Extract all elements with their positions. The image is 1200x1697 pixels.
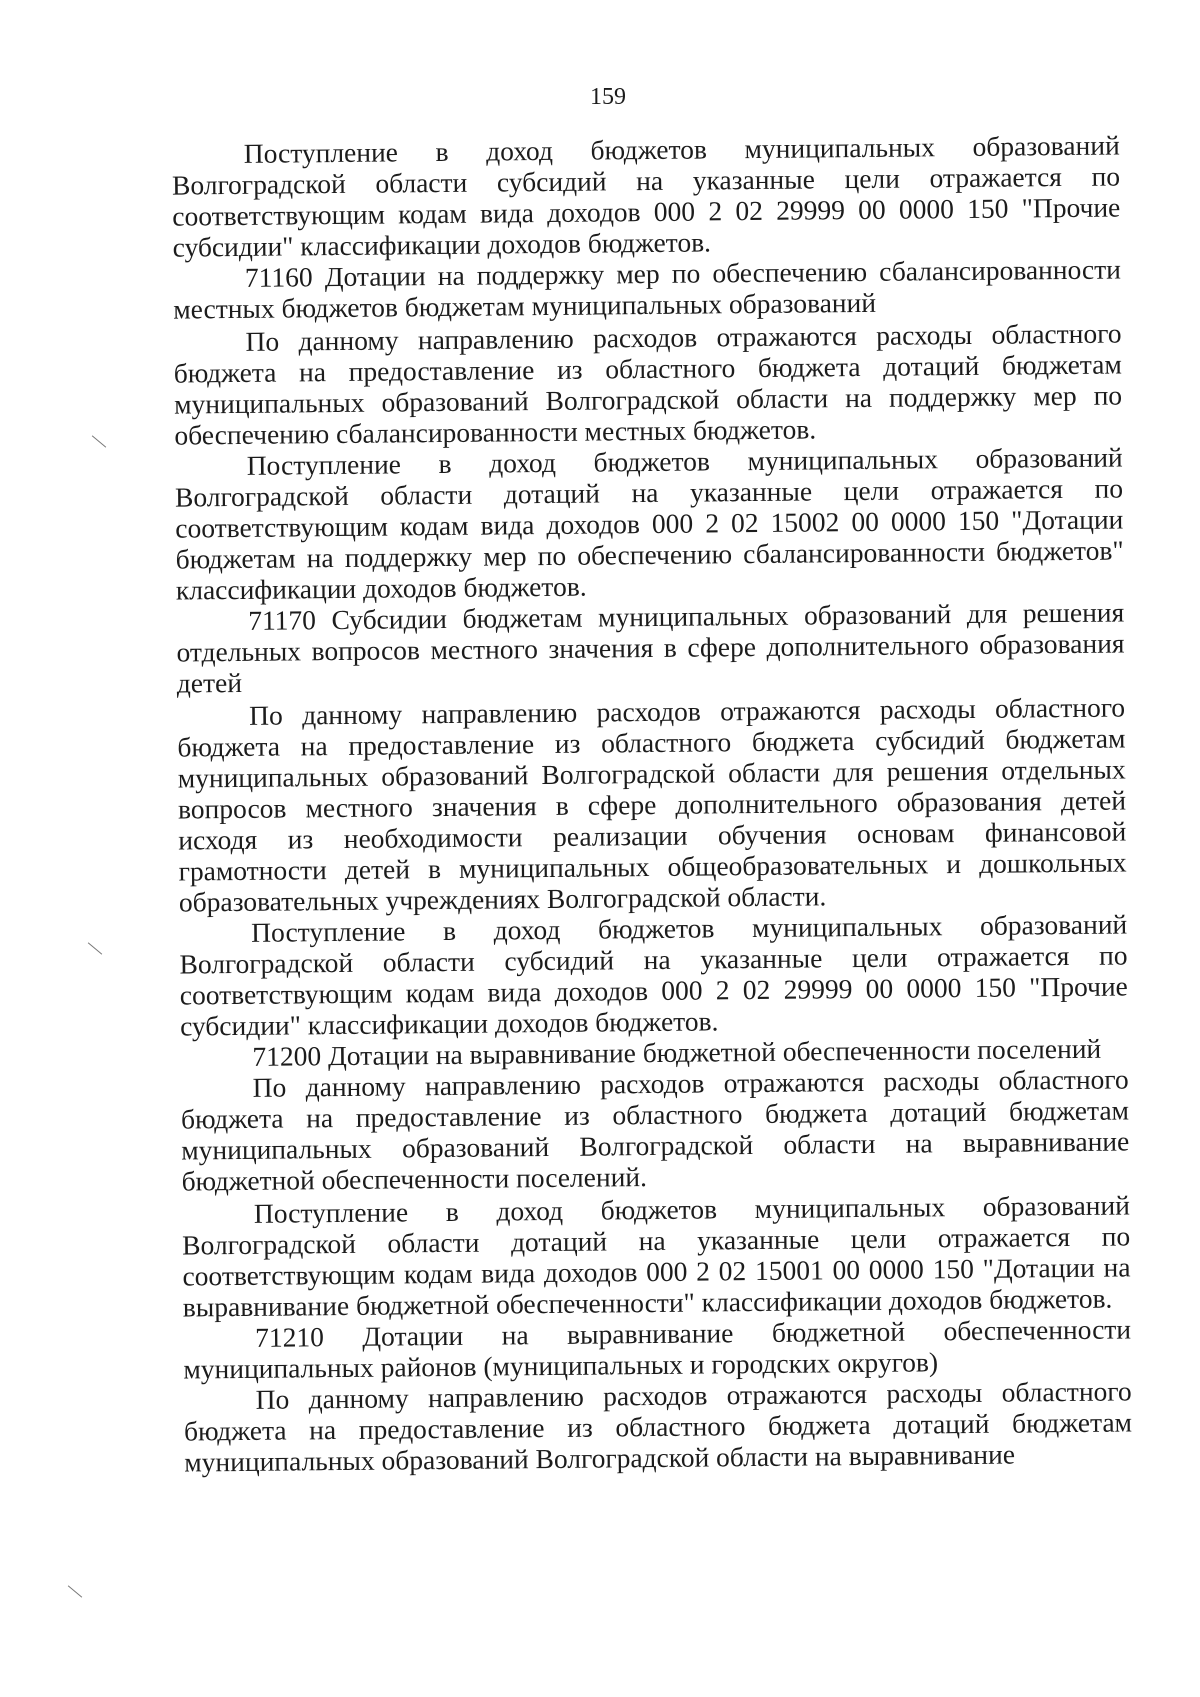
paragraph-revenue-subsidies-1: Поступление в доход бюджетов муниципальных образований Волгоградской области субсидий на указанные цели отражается по соответствующим кодам вида доходов 000 2 02 29999 00 0000 150 "Прочие субсидии" классификации доходов бюджетов.: [171, 129, 1121, 263]
scan-artifact: [68, 1585, 82, 1597]
paragraph-expenses-71200: По данному направлению расходов отражаются расходы областного бюджета на предоставление из областного бюджета дотаций бюджетам муниципальных образований Волгоградской области на выравнивание бюджетной обеспеченности поселений.: [180, 1063, 1130, 1197]
section-heading-71160: 71160 Дотации на поддержку мер по обеспечению сбалансированности местных бюджетов бюджетам муниципальных образований: [173, 253, 1122, 325]
scan-artifact: [92, 435, 106, 447]
scan-artifact: [88, 942, 102, 954]
paragraph-expenses-71170: По данному направлению расходов отражаются расходы областного бюджета на предоставление из областного бюджета субсидий бюджетам муниципальных образований Волгоградской области для решения отдельных вопросов местного значения в сфере дополнительного образования детей исходя из необходимости реализации обучения основам финансовой грамотности детей в муниципальных общеобразовательных и дошкольных образовательных учреждениях Волгоградской области.: [177, 691, 1127, 918]
paragraph-revenue-subsidies-2: Поступление в доход бюджетов муниципальных образований Волгоградской области дотаций на указанные цели отражается по соответствующим кодам вида доходов 000 2 02 15002 00 0000 150 "Дотации бюджетам на поддержку мер по обеспечению сбалансированности бюджетов" классификации доходов бюджетов.: [174, 441, 1124, 606]
section-heading-71210: 71210 Дотации на выравнивание бюджетной обеспеченности муниципальных районов (муниципальных и городских округов): [183, 1313, 1132, 1385]
paragraph-expenses-71210: По данному направлению расходов отражаются расходы областного бюджета на предоставление из областного бюджета дотаций бюджетам муниципальных образований Волгоградской области на выравнивание: [183, 1375, 1133, 1478]
section-heading-71170: 71170 Субсидии бюджетам муниципальных образований для решения отдельных вопросов местного значения в сфере дополнительного образования детей: [176, 596, 1125, 699]
section-heading-71200: 71200 Дотации на выравнивание бюджетной обеспеченности поселений: [252, 1032, 1102, 1072]
paragraph-revenue-subsidies-4: Поступление в доход бюджетов муниципальных образований Волгоградской области дотаций на указанные цели отражается по соответствующим кодам вида доходов 000 2 02 15001 00 0000 150 "Дотации на выравнивание бюджетной обеспеченности" классификации доходов бюджетов.: [182, 1189, 1131, 1323]
document-body: [172, 129, 1133, 1477]
page-number: 159: [590, 84, 626, 110]
paragraph-revenue-subsidies-3: Поступление в доход бюджетов муниципальных образований Волгоградской области субсидий на указанные цели отражается по соответствующим кодам вида доходов 000 2 02 29999 00 0000 150 "Прочие субсидии" классификации доходов бюджетов.: [179, 908, 1128, 1042]
paragraph-expenses-71160: По данному направлению расходов отражаются расходы областного бюджета на предоставление из областного бюджета дотаций бюджетам муниципальных образований Волгоградской области на поддержку мер по обеспечению сбалансированности местных бюджетов.: [173, 317, 1123, 451]
